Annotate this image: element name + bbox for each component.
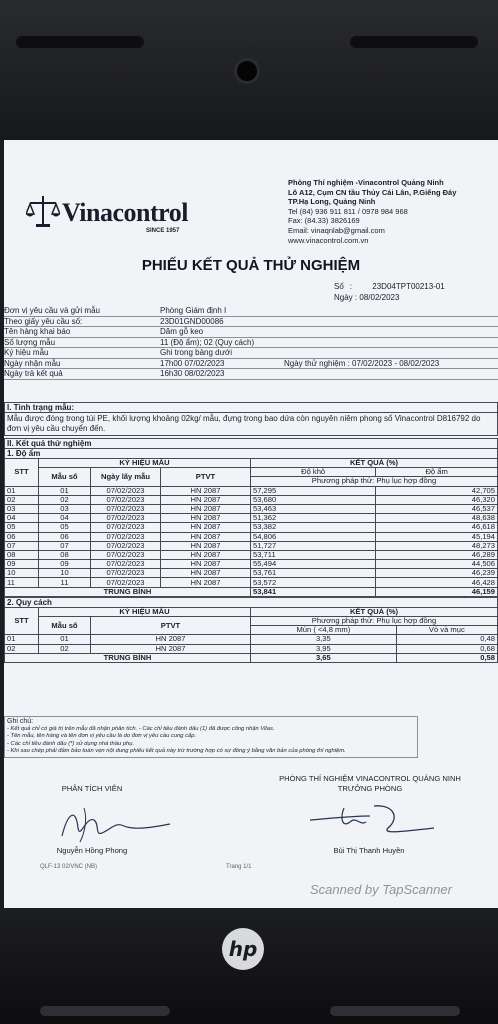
info-key: Ngày nhận mẫu <box>4 358 61 368</box>
table-row <box>5 578 498 587</box>
table-cell: 02 <box>5 644 39 653</box>
scanner-watermark: Scanned by TapScanner <box>310 882 452 897</box>
average-do-kho: 53,841 <box>251 587 376 596</box>
table-cell: 07/02/2023 <box>91 514 161 523</box>
col-group-result: KẾT QUẢ (%) <box>251 607 498 616</box>
table-cell: 07/02/2023 <box>91 578 161 587</box>
table-cell: 04 <box>5 514 39 523</box>
table-cell: 57,295 <box>251 486 376 495</box>
table-cell: 07/02/2023 <box>91 541 161 550</box>
subsection-title: 2. Quy cách <box>4 597 498 607</box>
section-title: I. Tình trạng mẫu: <box>4 402 498 412</box>
report-number-label: Số <box>334 282 344 291</box>
note-line: - Các chỉ tiêu đánh dấu (*) sử dụng nhà thầu phụ. <box>7 740 135 747</box>
table-cell: 3,35 <box>251 635 397 644</box>
table-row <box>5 550 498 559</box>
notes-title: Ghi chú: <box>7 718 34 725</box>
lab-website: www.vinacontrol.com.vn <box>288 235 369 245</box>
average-mun: 3,65 <box>251 653 397 662</box>
table-cell: 11 <box>5 578 39 587</box>
report-number-value: 23D04TPT00213-01 <box>372 282 445 291</box>
info-key: Số lượng mẫu <box>4 337 56 347</box>
table-cell: 02 <box>39 495 91 504</box>
table-cell: 51,727 <box>251 541 376 550</box>
sample-condition-section <box>4 402 498 436</box>
table-cell: 08 <box>39 550 91 559</box>
table-cell: 07/02/2023 <box>91 532 161 541</box>
col-group-sample: KÝ HIỆU MẪU <box>39 607 251 616</box>
method-label: Phương pháp thử: Phụ lục hợp đồng <box>251 477 498 486</box>
table-cell: 46,239 <box>376 569 498 578</box>
col-do-am: Độ ẩm <box>376 468 498 477</box>
page-number: Trang 1/1 <box>226 864 252 870</box>
form-code: QLF-13 02/VNC (NB) <box>40 864 98 870</box>
bezel-strip <box>350 36 478 48</box>
info-value: 17h00 07/02/2023 <box>160 358 225 368</box>
analyst-name: Nguyễn Hồng Phong <box>56 846 128 855</box>
table-cell: 09 <box>39 560 91 569</box>
hinge <box>330 1006 460 1016</box>
info-row <box>4 306 498 317</box>
table-cell: HN 2087 <box>161 486 251 495</box>
table-cell: 48,638 <box>376 514 498 523</box>
specification-average-row <box>5 653 498 662</box>
info-key: Ngày trả kết quả <box>4 369 63 378</box>
info-key: Ký hiệu mẫu <box>4 348 49 357</box>
note-line: - Kết quả chỉ có giá trị trên mẫu đã nhận phân tích. - Các chỉ tiêu đánh dấu (1) đã được công nhận Vilas. <box>7 725 275 732</box>
table-cell: 07/02/2023 <box>91 523 161 532</box>
info-key: Tên hàng khai báo <box>4 327 71 336</box>
moisture-table-body <box>5 486 498 587</box>
table-cell: 53,572 <box>251 578 376 587</box>
table-cell: 46,618 <box>376 523 498 532</box>
table-cell: 09 <box>5 560 39 569</box>
col-stt: STT <box>5 459 39 487</box>
average-do-am: 46,159 <box>376 587 498 596</box>
col-group-result: KẾT QUẢ (%) <box>251 459 498 468</box>
table-cell: HN 2087 <box>161 569 251 578</box>
table-cell: 54,806 <box>251 532 376 541</box>
brand-since: SINCE 1957 <box>146 228 180 234</box>
section-title: II. Kết quả thử nghiệm <box>4 438 498 448</box>
table-cell: 05 <box>39 523 91 532</box>
table-cell: 07/02/2023 <box>91 569 161 578</box>
table-cell: 07/02/2023 <box>91 486 161 495</box>
table-cell: 46,320 <box>376 495 498 504</box>
laptop-bezel-top <box>0 0 498 140</box>
analyst-signature <box>54 802 174 846</box>
info-row <box>4 317 498 328</box>
bezel-strip <box>16 36 144 48</box>
head-name: Bùi Thị Thanh Huyền <box>333 846 405 855</box>
analyst-title: PHÂN TÍCH VIÊN <box>61 784 123 793</box>
info-value: Phòng Giám định I <box>160 306 227 315</box>
table-cell: 03 <box>5 504 39 513</box>
table-cell: HN 2087 <box>161 514 251 523</box>
table-row <box>5 644 498 653</box>
col-ptvt: PTVT <box>91 617 251 635</box>
specification-table <box>4 607 498 663</box>
table-cell: HN 2087 <box>161 578 251 587</box>
table-cell: 01 <box>39 635 91 644</box>
col-vo-va-muc: Vỏ và mục <box>396 626 497 635</box>
table-cell: 07 <box>39 541 91 550</box>
table-row <box>5 514 498 523</box>
table-cell: 01 <box>5 486 39 495</box>
hp-logo-icon: hp <box>222 928 264 970</box>
moisture-average-row <box>5 587 498 596</box>
table-cell: 46,289 <box>376 550 498 559</box>
table-cell: 53,761 <box>251 569 376 578</box>
lab-name-signature: PHÒNG THÍ NGHIỆM VINACONTROL QUẢNG NINH <box>279 774 461 783</box>
average-vo-va-muc: 0,58 <box>396 653 497 662</box>
table-row <box>5 635 498 644</box>
notes-block <box>4 716 418 758</box>
lab-tel: Tel (84) 936 911 811 / 0978 984 968 <box>288 206 408 216</box>
note-line: - Tên mẫu, tên hàng và tên đơn vị yêu cầu là do đơn vị yêu cầu cung cấp. <box>7 733 197 740</box>
table-cell: 07/02/2023 <box>91 504 161 513</box>
lab-city: TP.Hạ Long, Quảng Ninh <box>288 197 376 207</box>
col-mau-so: Mẫu số <box>39 468 91 486</box>
table-cell: 06 <box>39 532 91 541</box>
moisture-table <box>4 458 498 597</box>
table-row <box>5 569 498 578</box>
table-cell: 07/02/2023 <box>91 560 161 569</box>
info-row <box>4 359 498 370</box>
info-value: Dăm gỗ keo <box>160 327 204 336</box>
table-cell: 53,711 <box>251 550 376 559</box>
head-signature <box>304 794 454 842</box>
info-row <box>4 348 498 359</box>
info-value: 23D01GND00086 <box>160 316 224 326</box>
table-cell: 53,382 <box>251 523 376 532</box>
table-cell: 06 <box>5 532 39 541</box>
webcam-icon <box>234 58 260 84</box>
test-result-document <box>4 140 498 908</box>
table-cell: 11 <box>39 578 91 587</box>
table-cell: 08 <box>5 550 39 559</box>
lab-address: Lô A12, Cụm CN tầu Thủy Cái Lân, P.Giếng Đáy <box>288 187 457 197</box>
table-cell: HN 2087 <box>161 523 251 532</box>
table-cell: 48,273 <box>376 541 498 550</box>
lab-email: Email: vinaqnlab@gmail.com <box>288 225 385 235</box>
table-cell: 55,494 <box>251 560 376 569</box>
request-info <box>4 306 498 380</box>
specification-table-body <box>5 635 498 653</box>
vinacontrol-logo <box>24 192 204 240</box>
table-cell: HN 2087 <box>161 504 251 513</box>
table-cell: 01 <box>5 635 39 644</box>
table-cell: 0,48 <box>396 635 497 644</box>
table-cell: 53,463 <box>251 504 376 513</box>
table-row <box>5 495 498 504</box>
document-title: PHIẾU KẾT QUẢ THỬ NGHIỆM <box>141 257 361 274</box>
info-row <box>4 338 498 349</box>
lab-contact-block <box>288 178 494 245</box>
table-cell: 42,705 <box>376 486 498 495</box>
table-cell: 46,428 <box>376 578 498 587</box>
hinge <box>40 1006 170 1016</box>
table-row <box>5 560 498 569</box>
table-cell: 10 <box>39 569 91 578</box>
table-cell: HN 2087 <box>161 550 251 559</box>
test-date: Ngày thử nghiệm : 07/02/2023 - 08/02/2023 <box>284 358 440 368</box>
table-row <box>5 486 498 495</box>
table-row <box>5 532 498 541</box>
info-row <box>4 369 498 380</box>
table-row <box>5 523 498 532</box>
subsection-title: 1. Độ ẩm <box>4 448 498 458</box>
average-label: TRUNG BÌNH <box>5 653 251 662</box>
table-cell: 3,95 <box>251 644 397 653</box>
table-cell: 45,194 <box>376 532 498 541</box>
info-key: Đơn vị yêu cầu và gửi mẫu <box>4 306 100 315</box>
table-cell: HN 2087 <box>91 644 251 653</box>
sample-condition-text: Mẫu được đóng trong túi PE, khối lượng khoảng 02kg/ mẫu, đựng trong bao dứa còn nguyên niêm phong số Vinacontrol D816792 do đơn vị yêu cầu chuyển đến. <box>4 412 498 436</box>
table-cell: 05 <box>5 523 39 532</box>
table-cell: 03 <box>39 504 91 513</box>
table-cell: 44,506 <box>376 560 498 569</box>
info-row <box>4 327 498 338</box>
info-value: Ghi trong bảng dưới <box>160 348 232 357</box>
table-cell: 02 <box>5 495 39 504</box>
table-row <box>5 541 498 550</box>
table-cell: HN 2087 <box>161 560 251 569</box>
table-cell: 0,68 <box>396 644 497 653</box>
col-stt: STT <box>5 607 39 635</box>
table-cell: HN 2087 <box>161 541 251 550</box>
table-cell: HN 2087 <box>161 495 251 504</box>
lab-signature-heading <box>250 774 490 794</box>
col-do-kho: Độ khô <box>251 468 376 477</box>
col-group-sample: KÝ HIỆU MẪU <box>39 459 251 468</box>
col-mau-so: Mẫu số <box>39 617 91 635</box>
table-cell: 07/02/2023 <box>91 495 161 504</box>
table-cell: 53,680 <box>251 495 376 504</box>
table-cell: HN 2087 <box>161 532 251 541</box>
results-section <box>4 438 498 663</box>
scales-icon <box>26 194 60 228</box>
col-ngay-lay-mau: Ngày lấy mẫu <box>91 468 161 486</box>
col-ptvt: PTVT <box>161 468 251 486</box>
head-title: TRƯỞNG PHÒNG <box>337 784 403 793</box>
table-cell: 02 <box>39 644 91 653</box>
table-cell: 46,537 <box>376 504 498 513</box>
report-date-label: Ngày <box>334 293 353 302</box>
table-cell: 07/02/2023 <box>91 550 161 559</box>
table-row <box>5 504 498 513</box>
lab-name: Phòng Thí nghiệm -Vinacontrol Quảng Ninh <box>288 178 444 187</box>
average-label: TRUNG BÌNH <box>5 587 251 596</box>
table-cell: 01 <box>39 486 91 495</box>
lab-fax: Fax: (84.33) 3826169 <box>288 216 360 226</box>
brand-name: Vinacontrol <box>62 198 188 227</box>
table-cell: 07 <box>5 541 39 550</box>
table-cell: 10 <box>5 569 39 578</box>
info-key: Theo giấy yêu cầu số: <box>4 316 83 326</box>
table-cell: 04 <box>39 514 91 523</box>
report-date-value: 08/02/2023 <box>359 293 400 302</box>
col-mun: Mùn ( <4,8 mm) <box>251 626 397 635</box>
method-label: Phương pháp thử: Phụ lục hợp đồng <box>251 617 498 626</box>
table-cell: 51,362 <box>251 514 376 523</box>
report-number: Số : 23D04TPT00213-01 <box>334 282 445 291</box>
table-cell: HN 2087 <box>91 635 251 644</box>
note-line: - Khi sao chép phải đảm bảo toàn vẹn nội dung phiếu kết quả này trừ trường hợp có sự đồng ý bằng văn bản của phòng thí nghiệm. <box>7 748 346 755</box>
info-value: 16h30 08/02/2023 <box>160 369 225 378</box>
report-date: Ngày : 08/02/2023 <box>334 293 400 302</box>
info-value: 11 (Độ ẩm); 02 (Quy cách) <box>160 337 255 347</box>
